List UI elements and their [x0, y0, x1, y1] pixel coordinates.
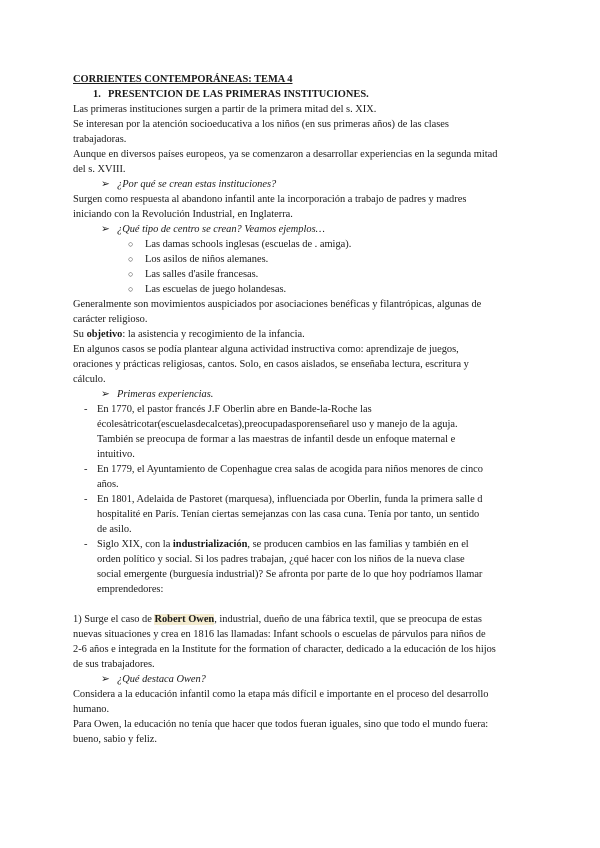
question-text: ¿Qué destaca Owen?	[117, 674, 206, 685]
question-owen	[73, 672, 533, 687]
document-page	[73, 72, 533, 747]
cases-line: oraciones y prácticas religiosas, cantos. Solo, en casos aislados, se enseñaba lectura, escritura y	[73, 359, 469, 370]
section-title: PRESENTCION DE LAS PRIMERAS INSTITUCIONES.	[108, 89, 369, 100]
experiences-heading	[73, 387, 533, 402]
example-item	[73, 252, 533, 267]
dash-bullet-icon: -	[84, 494, 88, 505]
experience-line: años.	[97, 479, 119, 490]
arrow-bullet-icon: ➢	[101, 179, 110, 190]
owen-answer-line: bueno, sabio y feliz.	[73, 734, 157, 745]
experience-item	[73, 537, 533, 552]
owen-answer-line: Considera a la educación infantil como la etapa más difícil e importante en el proceso del desarrollo	[73, 689, 489, 700]
experience-line: emprendedores:	[97, 584, 164, 595]
question-text: ¿Por qué se crean estas instituciones?	[117, 179, 277, 190]
experience-item	[73, 462, 533, 477]
circle-bullet-icon: ○	[128, 269, 134, 279]
experience-text: En 1770, el pastor francés J.F Oberlin abre en Bande-la-Roche las	[97, 404, 372, 415]
experience-line: intuitivo.	[97, 449, 135, 460]
intro-line: del s. XVIII.	[73, 164, 126, 175]
dash-bullet-icon: -	[84, 539, 88, 550]
example-item	[73, 267, 533, 282]
experience-line: social emergente (burguesía industrial)? Se afronta por parte de lo que hoy podríamos llamar	[97, 569, 483, 580]
circle-bullet-icon: ○	[128, 239, 134, 249]
answer-line: Surgen como respuesta al abandono infantil ante la incorporación a trabajo de padres y madres	[73, 194, 467, 205]
intro-line: Las primeras instituciones surgen a partir de la primera mitad del s. XIX.	[73, 104, 377, 115]
experience-item	[73, 402, 533, 417]
example-text: Los asilos de niños alemanes.	[145, 254, 269, 265]
cases-line: En algunos casos se podía plantear alguna actividad instructiva como: aprendizaje de juegos,	[73, 344, 459, 355]
objective-text: : la asistencia y recogimiento de la infancia.	[122, 329, 305, 340]
owen-text: 1) Surge el caso de	[73, 614, 155, 625]
owen-answer-line: humano.	[73, 704, 110, 715]
owen-answer-line: Para Owen, la educación no tenía que hacer que todos fueran iguales, sino que todo el mundo fuera:	[73, 719, 489, 730]
experience-text: En 1801, Adelaida de Pastoret (marquesa), influenciada por Oberlin, funda la primera salle d	[97, 494, 483, 505]
cases-line: cálculo.	[73, 374, 106, 385]
experience-line: orden político y social. Si los padres trabajan, ¿qué hacer con los niños de la nueva clase	[97, 554, 465, 565]
answer-line: iniciando con la Revolución Industrial, en Inglaterra.	[73, 209, 293, 220]
example-item	[73, 282, 533, 297]
question-types	[73, 222, 533, 237]
intro-line: trabajadoras.	[73, 134, 127, 145]
experience-text: , se producen cambios en las familias y también en el	[247, 539, 469, 550]
experience-text: Siglo XIX, con la	[97, 539, 173, 550]
owen-paragraph	[73, 612, 533, 627]
owen-line: nuevas situaciones y crea en 1816 las llamadas: Infant schools o escuelas de párvulos para niños de	[73, 629, 486, 640]
general-line: Generalmente son movimientos auspiciados por asociaciones benéficas y filantrópicas, algunas de	[73, 299, 482, 310]
intro-line: Se interesan por la atención socioeducativa a los niños (en sus primeras años) de las clases	[73, 119, 449, 130]
robert-owen-highlight: Robert Owen	[154, 614, 215, 625]
dash-bullet-icon: -	[84, 404, 88, 415]
example-text: Las escuelas de juego holandesas.	[145, 284, 287, 295]
general-line: carácter religioso.	[73, 314, 148, 325]
arrow-bullet-icon: ➢	[101, 224, 110, 235]
course-title: CORRIENTES CONTEMPORÁNEAS: TEMA 4	[73, 74, 293, 85]
spacer	[73, 597, 533, 612]
experience-line: de asilo.	[97, 524, 132, 535]
experience-item	[73, 492, 533, 507]
owen-line: de sus trabajadores.	[73, 659, 155, 670]
example-text: Las salles d'asile francesas.	[145, 269, 259, 280]
experience-line: hospitalité en París. Tenían ciertas semejanzas con las casa cuna. Tenía por tanto, un sentido	[97, 509, 480, 520]
objective-prefix: Su	[73, 329, 87, 340]
arrow-bullet-icon: ➢	[101, 674, 110, 685]
example-text: Las damas schools inglesas (escuelas de . amiga).	[145, 239, 352, 250]
question-why	[73, 177, 533, 192]
owen-text: , industrial, dueño de una fábrica textil, que se preocupa de estas	[214, 614, 482, 625]
circle-bullet-icon: ○	[128, 254, 134, 264]
heading-text: Primeras experiencias.	[117, 389, 214, 400]
dash-bullet-icon: -	[84, 464, 88, 475]
objective-keyword: objetivo	[86, 329, 123, 340]
experience-text: En 1779, el Ayuntamiento de Copenhague crea salas de acogida para niños menores de cinco	[97, 464, 483, 475]
experience-line: También se preocupa de formar a las maestras de infantil desde un enfoque maternal e	[97, 434, 456, 445]
example-item	[73, 237, 533, 252]
question-text: ¿Qué tipo de centro se crean? Veamos ejemplos…	[117, 224, 325, 235]
objective-line	[73, 327, 533, 342]
intro-line: Aunque en diversos países europeos, ya se comenzaron a desarrollar experiencias en la segunda mitad	[73, 149, 498, 160]
experience-line: écolesàtricotar(escuelasdecalcetas),preocupadasporenseñarel uso y manejo de la aguja.	[97, 419, 458, 430]
circle-bullet-icon: ○	[128, 284, 134, 294]
arrow-bullet-icon: ➢	[101, 389, 110, 400]
section-heading	[73, 87, 533, 102]
section-number: 1.	[93, 89, 101, 100]
owen-line: 2-6 años e integrada en la Institute for the formation of character, dedicado a la educación de los hijos	[73, 644, 496, 655]
industrializacion-keyword: industrialización	[172, 539, 248, 550]
